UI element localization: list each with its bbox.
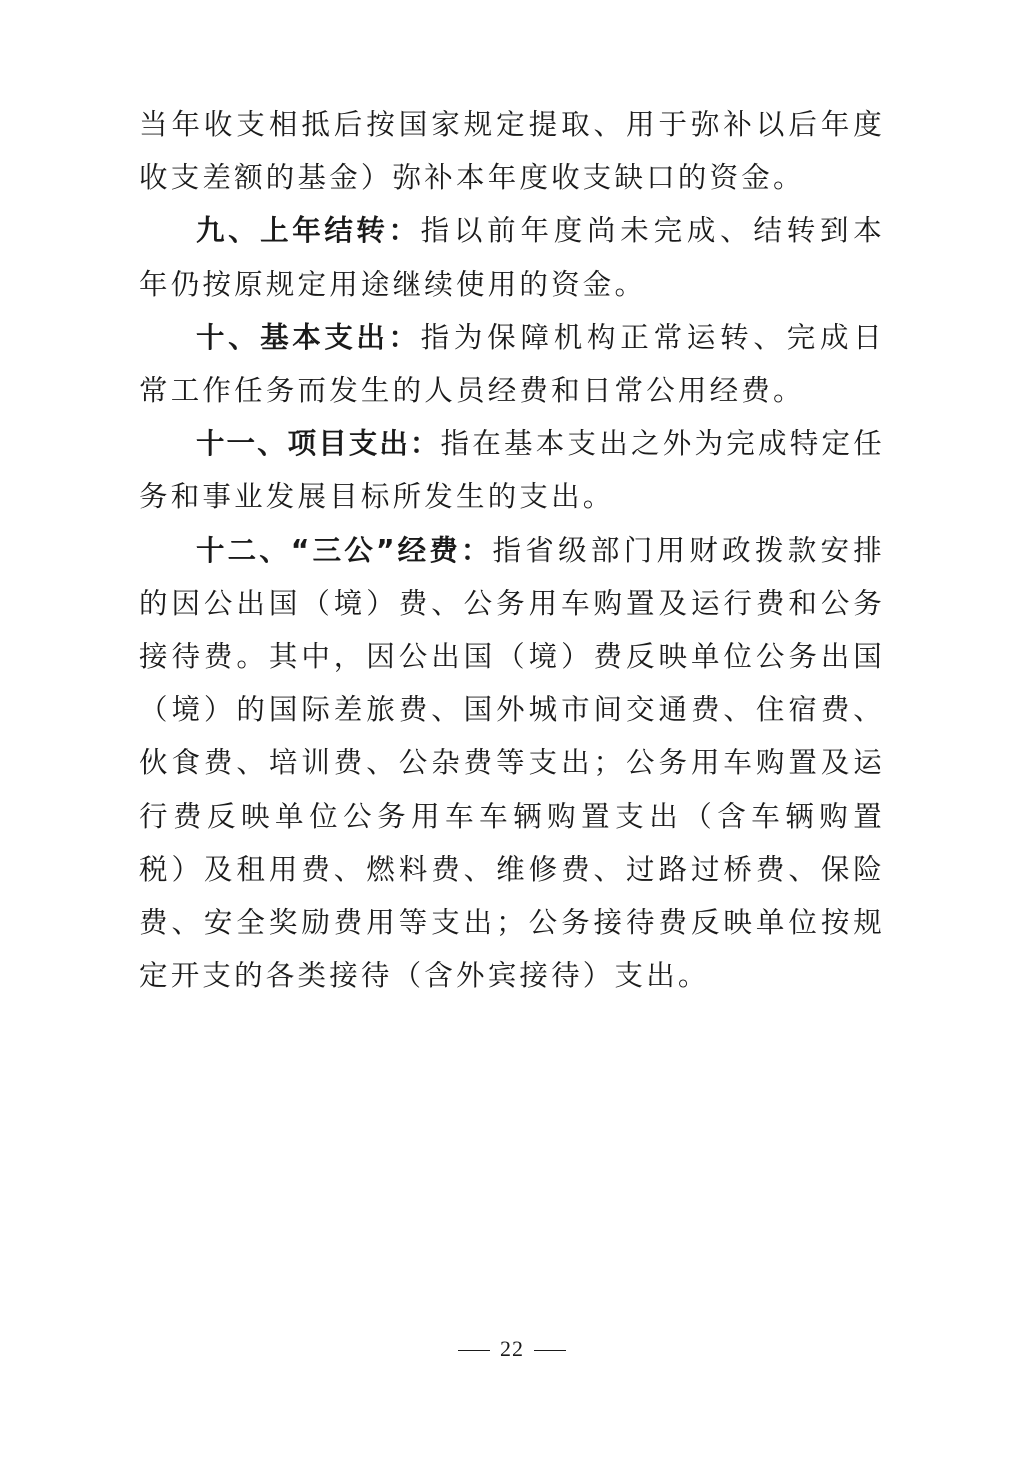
right-dash <box>534 1350 566 1351</box>
paragraph-text: 指以前年度尚未完成、结转到本年仍按原规定用途继续使用的资金。 <box>139 214 885 301</box>
paragraph-text: 当年收支相抵后按国家规定提取、用于弥补以后年度收支差额的基金）弥补本年度收支缺口的资金。 <box>139 108 885 195</box>
paragraph-project-expenditure <box>139 417 885 523</box>
paragraph-basic-expenditure <box>139 311 885 417</box>
page-number: 22 <box>500 1336 524 1361</box>
page-footer <box>0 1336 1024 1362</box>
term-heading: 十二、“三公”经费： <box>196 533 493 567</box>
document-body <box>139 98 885 1002</box>
paragraph-text: 指为保障机构正常运转、完成日常工作任务而发生的人员经费和日常公用经费。 <box>139 320 885 408</box>
paragraph-continued <box>139 98 885 204</box>
paragraph-three-public-expenses <box>139 524 885 1003</box>
paragraph-text: 指省级部门用财政拨款安排的因公出国（境）费、公务用车购置及运行费和公务接待费。其中，因公出国（境）费反映单位公务出国（境）的国际差旅费、国外城市间交通费、住宿费、伙食费、培训费、公杂费等支出；公务用车购置及运行费反映单位公务用车车辆购置支出（含车辆购置税）及租用费、燃料费、维修费、过路过桥费、保险费、安全奖励费用等支出；公务接待费反映单位按规定开支的各类接待（含外宾接待）支出。 <box>139 533 885 993</box>
paragraph-carryover <box>139 204 885 310</box>
term-heading: 十、基本支出： <box>196 320 421 354</box>
left-dash <box>458 1350 490 1351</box>
paragraph-text: 指在基本支出之外为完成特定任务和事业发展目标所发生的支出。 <box>139 427 885 514</box>
term-heading: 十一、项目支出： <box>196 427 441 461</box>
term-heading: 九、上年结转： <box>196 214 421 248</box>
